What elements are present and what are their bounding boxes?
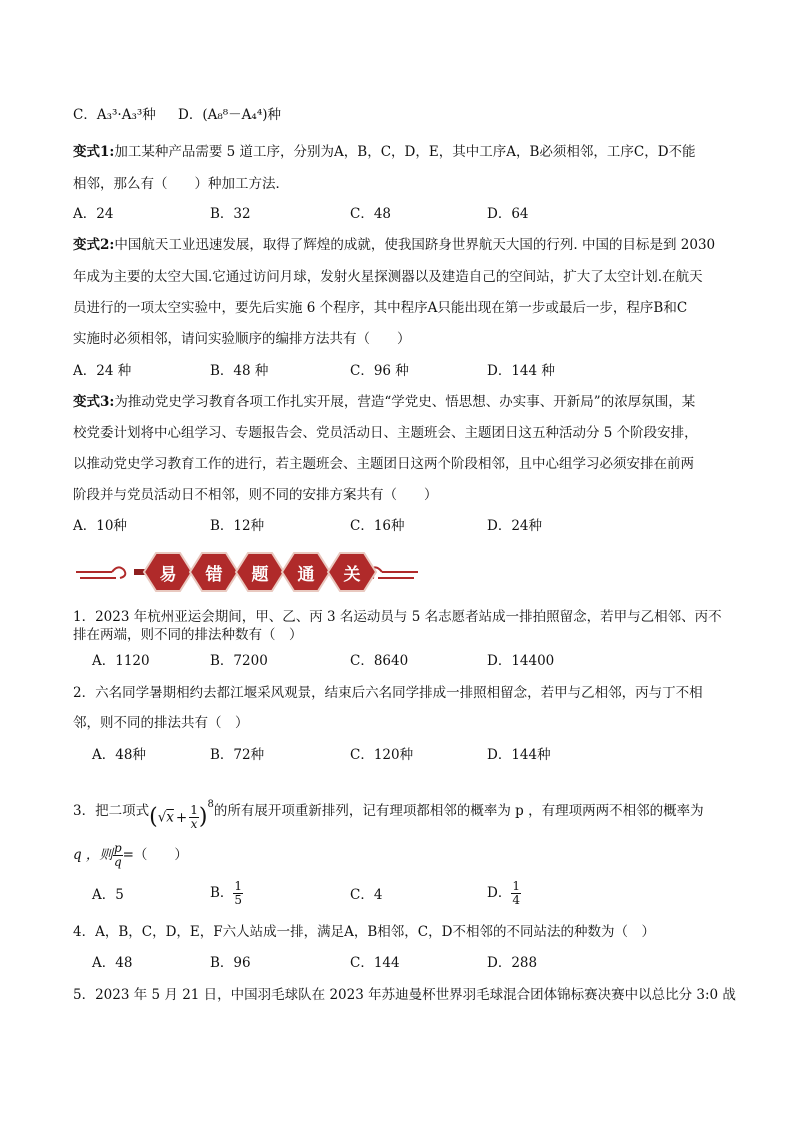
question-3-option-b-label: B．	[210, 885, 234, 901]
sqrt-x: x	[166, 809, 174, 826]
variant-1-option-d: D．64	[487, 206, 529, 222]
question-2-option-c: C．120种	[350, 747, 414, 763]
variant-2-label: 变式2:	[73, 237, 115, 253]
variant-2-option-d: D．144 种	[487, 363, 555, 379]
variant-2-option-a: A．24 种	[73, 363, 132, 379]
question-1-option-c: C．8640	[350, 653, 409, 669]
question-2-option-a: A．48种	[92, 747, 146, 763]
variant-3-option-b: B．12种	[210, 518, 265, 534]
variant-3-text-1: 为推动党史学习教育各项工作扎实开展，营造“学党史、悟思想、办实事、开新局”的浓厚氛围，某	[114, 394, 696, 410]
question-1-line-2: 排在两端，则不同的排法种数有（ ）	[73, 627, 303, 643]
binomial-expression: (√x + $\frac{1}{x}$ )$^8$	[149, 799, 214, 831]
section-banner	[72, 548, 422, 596]
variant-2-option-c: C．96 种	[350, 363, 409, 379]
question-5-line-1: 5．2023 年 5 月 21 日，中国羽毛球队在 2023 年苏迪曼杯世界羽毛球混合团体锦标赛决赛中以总比分 3:0 战	[73, 987, 736, 1003]
question-3-text: 的所有展开项重新排列，记有理项都相邻的概率为 p ，有理项两两不相邻的概率为	[213, 802, 704, 819]
binomial-fraction-den: x	[190, 817, 198, 831]
variant-3-option-a: A．10种	[73, 518, 127, 534]
question-3-bracket: =（ ）	[122, 847, 188, 863]
p-over-q-den: q	[113, 855, 122, 869]
variant-1-option-c: C．48	[350, 206, 392, 222]
variant-2-line-3: 员进行的一项太空实验中，要先后实施 6 个程序，其中程序A只能出现在第一步或最后一步，程序B和C	[73, 300, 688, 316]
variant-3-option-c: C．16种	[350, 518, 405, 534]
p-over-q-fraction	[113, 842, 123, 869]
banner-char-3: 题	[251, 565, 269, 585]
binomial-fraction-num: 1	[190, 803, 198, 817]
question-2-option-b: B．72种	[210, 747, 265, 763]
variant-3-label: 变式3:	[73, 394, 115, 410]
variant-3-option-d: D．24种	[487, 518, 543, 534]
variant-2-text-1: 中国航天工业迅速发展，取得了辉煌的成就，使我国跻身世界航天大国的行列. 中国的目标是到 2030	[114, 237, 716, 253]
question-4-option-d: D．288	[487, 955, 538, 971]
question-3-q-label: q ，则	[73, 847, 113, 863]
p-over-q-num: p	[113, 841, 122, 855]
banner-char-2: 错	[205, 565, 223, 585]
variant-2-line-4: 实施时必须相邻，请问实验顺序的编排方法共有（ ）	[73, 331, 411, 347]
question-3-option-a: A．5	[92, 887, 124, 903]
variant-1-text-1: 加工某种产品需要 5 道工序，分别为A，B，C，D，E，其中工序A，B必须相邻，工序C，D不能	[114, 144, 696, 160]
variant-2-line-2: 年成为主要的太空大国.它通过访问月球，发射火星探测器以及建造自己的空间站，扩大了太空计划.在航天	[73, 269, 703, 285]
option-d: D．(A₈⁸－A₄⁴)种	[178, 107, 282, 123]
option-d-fraction	[511, 880, 521, 907]
variant-2-option-b: B．48 种	[210, 363, 269, 379]
banner-char-4: 通	[297, 565, 315, 585]
question-3-line-2	[73, 838, 733, 872]
variant-1-line-1	[73, 142, 733, 162]
question-1-option-d: D．14400	[487, 653, 555, 669]
question-1-line-1: 1．2023 年杭州亚运会期间，甲、乙、丙 3 名运动员与 5 名志愿者站成一排拍照留念，若甲与乙相邻、丙不	[73, 609, 722, 625]
option-b-num: 1	[234, 879, 243, 893]
question-3-option-d	[487, 876, 521, 910]
question-3-option-c: C．4	[350, 887, 383, 903]
variant-3-line-4: 阶段并与党员活动日不相邻，则不同的安排方案共有（ ）	[73, 487, 438, 503]
question-3-line-1	[73, 788, 733, 831]
variant-3-line-2: 校党委计划将中心组学习、专题报告会、党员活动日、主题班会、主题团日这五种活动分 5 个阶段安排，	[73, 425, 698, 441]
variant-3-line-3: 以推动党史学习教育工作的进行，若主题班会、主题团日这两个阶段相邻，且中心组学习必须安排在前两	[73, 456, 694, 472]
question-4-option-a: A．48	[92, 955, 133, 971]
question-2-line-2: 邻，则不同的排法共有（ ）	[73, 715, 249, 731]
question-4-line-1: 4．A，B，C，D，E，F六人站成一排，满足A，B相邻，C，D不相邻的不同站法的种数为（ ）	[73, 924, 655, 940]
variant-1-line-2: 相邻，那么有（ ）种加工方法．	[73, 176, 289, 192]
variant-1-option-b: B．32	[210, 206, 251, 222]
plus-sign: +	[175, 809, 188, 826]
question-2-option-d: D．144种	[487, 747, 551, 763]
variant-2-line-1	[73, 235, 733, 255]
question-1-option-a: A．1120	[92, 653, 150, 669]
option-c: C．A₃³·A₃³种	[73, 107, 156, 123]
question-3-option-b	[210, 876, 243, 910]
binomial-power: 8	[207, 799, 214, 810]
binomial-fraction	[189, 804, 199, 831]
variant-1-option-a: A．24	[73, 206, 114, 222]
variant-1-label: 变式1:	[73, 144, 115, 160]
question-3-prefix: 3．把二项式	[73, 802, 150, 819]
question-2-line-1: 2．六名同学暑期相约去都江堰采风观景，结束后六名同学排成一排照相留念，若甲与乙相邻，丙与丁不相	[73, 685, 703, 701]
question-4-option-c: C．144	[350, 955, 400, 971]
question-3-option-d-label: D．	[487, 885, 512, 901]
option-d-den: 4	[512, 893, 520, 907]
option-d-num: 1	[512, 879, 520, 893]
variant-3-line-1	[73, 392, 733, 412]
option-b-fraction	[233, 880, 243, 907]
question-4-option-b: B．96	[210, 955, 251, 971]
option-b-den: 5	[234, 893, 243, 907]
banner-char-1: 易	[159, 565, 177, 585]
banner-char-5: 关	[343, 565, 361, 585]
question-1-option-b: B．7200	[210, 653, 268, 669]
